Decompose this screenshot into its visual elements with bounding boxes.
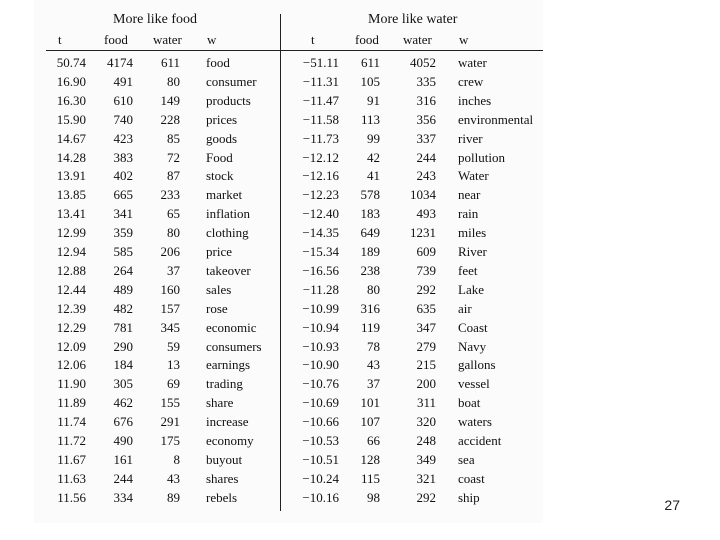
t-score-food: 12.99 <box>56 225 86 241</box>
food-count-left: 383 <box>113 149 133 165</box>
word-water-side: air <box>458 300 472 316</box>
water-count-left: 8 <box>173 451 180 467</box>
t-score-food: 13.41 <box>56 206 86 222</box>
table-row <box>0 318 720 337</box>
food-count-left: 402 <box>113 168 133 184</box>
word-water-side: vessel <box>458 376 490 392</box>
t-score-food: 12.39 <box>56 300 86 316</box>
water-count-right: 4052 <box>410 55 436 70</box>
water-count-right: 200 <box>416 376 436 392</box>
group-header-water: More like water <box>368 12 458 27</box>
food-count-right: 99 <box>367 130 380 146</box>
table-row <box>0 91 720 110</box>
table-row <box>0 469 720 488</box>
word-food-side: trading <box>206 376 243 392</box>
word-food-side: rose <box>206 300 228 316</box>
t-score-food: 12.88 <box>56 262 86 278</box>
water-count-right: 1034 <box>410 187 436 203</box>
t-score-water: −10.51 <box>302 451 339 467</box>
word-water-side: water <box>458 55 487 70</box>
table-row <box>0 280 720 299</box>
word-water-side: river <box>458 130 483 146</box>
word-food-side: food <box>206 55 230 70</box>
t-score-water: −12.12 <box>302 149 339 165</box>
water-count-right: 316 <box>416 92 436 108</box>
column-header-t-right: t <box>311 32 315 47</box>
t-score-food: 11.90 <box>57 376 86 392</box>
table-row <box>0 204 720 223</box>
word-water-side: sea <box>458 451 475 467</box>
food-count-left: 305 <box>113 376 133 392</box>
table-row <box>0 223 720 242</box>
table-row <box>0 299 720 318</box>
water-count-left: 291 <box>160 414 180 430</box>
t-score-water: −10.99 <box>302 300 339 316</box>
water-count-right: 292 <box>416 489 436 505</box>
food-count-right: 105 <box>360 73 380 89</box>
t-score-water: −10.94 <box>302 319 339 335</box>
t-score-water: −12.16 <box>302 168 339 184</box>
word-water-side: waters <box>458 414 492 430</box>
food-count-left: 423 <box>113 130 133 146</box>
water-count-left: 37 <box>167 262 180 278</box>
group-header-food: More like food <box>113 12 197 27</box>
water-count-right: 635 <box>416 300 436 316</box>
food-count-right: 78 <box>367 338 380 354</box>
food-count-left: 491 <box>113 73 133 89</box>
word-food-side: prices <box>206 111 238 127</box>
word-water-side: Lake <box>458 281 484 297</box>
table-row <box>0 393 720 412</box>
food-count-right: 649 <box>360 225 380 241</box>
t-score-food: 12.94 <box>56 244 86 259</box>
t-score-water: −10.66 <box>302 414 339 430</box>
food-count-right: 98 <box>367 489 380 505</box>
food-count-left: 740 <box>113 111 133 127</box>
t-score-water: −12.23 <box>302 187 339 203</box>
food-count-right: 115 <box>360 470 380 486</box>
water-count-left: 175 <box>160 433 180 448</box>
t-score-food: 14.28 <box>56 149 86 165</box>
t-score-food: 12.44 <box>56 281 86 297</box>
word-food-side: buyout <box>206 451 243 467</box>
t-score-water: −11.28 <box>302 281 339 297</box>
t-score-water: −51.11 <box>302 55 339 70</box>
food-count-left: 341 <box>113 206 133 222</box>
column-header-t-left: t <box>58 32 62 47</box>
water-count-right: 349 <box>416 451 436 467</box>
food-count-right: 91 <box>367 92 380 108</box>
water-count-right: 739 <box>416 262 436 278</box>
word-water-side: Water <box>458 168 489 184</box>
food-count-right: 37 <box>367 376 380 392</box>
food-count-right: 578 <box>360 187 380 203</box>
word-water-side: coast <box>458 470 485 486</box>
water-count-right: 243 <box>416 168 436 184</box>
column-header-food-right: food <box>355 32 379 47</box>
t-score-water: −10.76 <box>302 376 339 392</box>
word-food-side: consumer <box>206 73 257 89</box>
t-score-water: −12.40 <box>302 206 339 222</box>
word-food-side: clothing <box>206 225 249 241</box>
table-row <box>0 148 720 167</box>
t-score-water: −10.53 <box>302 433 339 448</box>
word-food-side: sales <box>206 281 232 297</box>
word-food-side: economy <box>206 433 254 448</box>
table-row <box>0 129 720 148</box>
food-count-right: 316 <box>360 300 380 316</box>
food-count-right: 128 <box>360 451 380 467</box>
water-count-right: 244 <box>416 149 436 165</box>
water-count-left: 160 <box>160 281 180 297</box>
t-score-food: 16.90 <box>56 73 86 89</box>
t-score-food: 12.09 <box>56 338 86 354</box>
food-count-left: 264 <box>113 262 133 278</box>
water-count-left: 206 <box>160 244 180 259</box>
water-count-left: 43 <box>167 470 180 486</box>
word-food-side: earnings <box>206 357 251 373</box>
t-score-food: 11.74 <box>57 414 86 430</box>
water-count-right: 292 <box>416 281 436 297</box>
t-score-food: 14.67 <box>56 130 86 146</box>
column-header-w-left: w <box>207 32 217 47</box>
food-count-right: 41 <box>367 168 380 184</box>
column-header-water-right: water <box>403 32 432 47</box>
food-count-left: 490 <box>113 433 133 448</box>
t-score-water: −10.69 <box>302 395 339 411</box>
water-count-left: 157 <box>160 300 180 316</box>
food-count-right: 80 <box>367 281 380 297</box>
word-food-side: market <box>206 187 243 203</box>
word-water-side: River <box>458 244 487 259</box>
table-row <box>0 431 720 450</box>
food-count-right: 189 <box>360 244 380 259</box>
table-row <box>0 355 720 374</box>
water-count-left: 65 <box>167 206 180 222</box>
water-count-right: 609 <box>416 244 436 259</box>
food-count-right: 238 <box>360 262 380 278</box>
water-count-right: 321 <box>416 470 436 486</box>
food-count-left: 290 <box>113 338 133 354</box>
water-count-right: 1231 <box>410 225 436 241</box>
t-score-food: 11.89 <box>57 395 86 411</box>
table-row <box>0 53 720 72</box>
water-count-left: 345 <box>160 319 180 335</box>
column-header-w-right: w <box>459 32 469 47</box>
food-count-left: 781 <box>113 319 133 335</box>
word-food-side: products <box>206 92 251 108</box>
t-score-water: −15.34 <box>302 244 339 259</box>
word-food-side: rebels <box>206 489 238 505</box>
t-score-water: −11.73 <box>302 130 339 146</box>
water-count-left: 89 <box>167 489 180 505</box>
t-score-food: 13.85 <box>56 187 86 203</box>
food-count-left: 676 <box>113 414 133 430</box>
word-water-side: feet <box>458 262 478 278</box>
word-water-side: ship <box>458 489 480 505</box>
food-count-right: 42 <box>367 149 380 165</box>
t-score-water: −10.90 <box>302 357 339 373</box>
food-count-left: 462 <box>113 395 133 411</box>
t-score-food: 11.72 <box>57 433 86 448</box>
word-food-side: takeover <box>206 262 251 278</box>
t-score-food: 11.56 <box>57 489 86 505</box>
table-row <box>0 488 720 507</box>
table-row <box>0 261 720 280</box>
water-count-right: 279 <box>416 338 436 354</box>
food-count-left: 334 <box>113 489 133 505</box>
food-count-left: 482 <box>113 300 133 316</box>
word-water-side: gallons <box>458 357 496 373</box>
food-count-right: 43 <box>367 357 380 373</box>
water-count-left: 149 <box>160 92 180 108</box>
food-count-left: 161 <box>113 451 133 467</box>
word-water-side: near <box>458 187 481 203</box>
water-count-left: 59 <box>167 338 180 354</box>
water-count-right: 493 <box>416 206 436 222</box>
word-food-side: price <box>206 244 232 259</box>
word-water-side: boat <box>458 395 481 411</box>
water-count-left: 228 <box>160 111 180 127</box>
food-count-right: 101 <box>360 395 380 411</box>
water-count-left: 80 <box>167 225 180 241</box>
food-count-left: 184 <box>113 357 133 373</box>
word-water-side: crew <box>458 73 484 89</box>
t-score-food: 16.30 <box>56 92 86 108</box>
water-count-right: 320 <box>416 414 436 430</box>
food-count-right: 183 <box>360 206 380 222</box>
food-count-left: 359 <box>113 225 133 241</box>
table-row <box>0 450 720 469</box>
word-water-side: inches <box>458 92 492 108</box>
word-water-side: environmental <box>458 111 534 127</box>
t-score-water: −11.58 <box>302 111 339 127</box>
word-water-side: Navy <box>458 338 487 354</box>
food-count-left: 489 <box>113 281 133 297</box>
food-count-right: 113 <box>360 111 380 127</box>
t-score-water: −16.56 <box>302 262 339 278</box>
table-row <box>0 242 720 261</box>
water-count-right: 347 <box>416 319 436 335</box>
t-score-water: −10.16 <box>302 489 339 505</box>
food-count-right: 611 <box>360 55 380 70</box>
water-count-left: 233 <box>160 187 180 203</box>
food-count-left: 4174 <box>107 55 133 70</box>
water-count-right: 215 <box>416 357 436 373</box>
table-row <box>0 337 720 356</box>
t-score-food: 12.06 <box>56 357 86 373</box>
water-count-right: 337 <box>416 130 436 146</box>
water-count-right: 356 <box>416 111 436 127</box>
food-count-left: 610 <box>113 92 133 108</box>
word-water-side: rain <box>458 206 479 222</box>
water-count-left: 155 <box>160 395 180 411</box>
page-number: 27 <box>664 497 680 513</box>
word-food-side: consumers <box>206 338 262 354</box>
column-header-food-left: food <box>104 32 128 47</box>
table-row <box>0 72 720 91</box>
t-score-food: 15.90 <box>56 111 86 127</box>
t-score-food: 11.67 <box>57 451 86 467</box>
water-count-left: 13 <box>167 357 180 373</box>
food-count-left: 244 <box>113 470 133 486</box>
table-row <box>0 374 720 393</box>
t-score-food: 13.91 <box>56 168 86 184</box>
t-score-water: −14.35 <box>302 225 339 241</box>
water-count-right: 335 <box>416 73 436 89</box>
water-count-left: 72 <box>167 149 180 165</box>
food-count-right: 66 <box>367 433 380 448</box>
water-count-right: 248 <box>416 433 436 448</box>
t-score-food: 11.63 <box>57 470 86 486</box>
word-food-side: share <box>206 395 234 411</box>
t-score-water: −11.31 <box>302 73 339 89</box>
water-count-left: 69 <box>167 376 180 392</box>
word-food-side: Food <box>206 149 233 165</box>
water-count-left: 80 <box>167 73 180 89</box>
word-food-side: inflation <box>206 206 251 222</box>
word-water-side: Coast <box>458 319 488 335</box>
food-count-left: 585 <box>113 244 133 259</box>
word-food-side: increase <box>206 414 249 430</box>
word-food-side: economic <box>206 319 257 335</box>
table-row <box>0 412 720 431</box>
water-count-left: 87 <box>167 168 180 184</box>
t-score-water: −10.93 <box>302 338 339 354</box>
column-header-water-left: water <box>153 32 182 47</box>
water-count-left: 611 <box>160 55 180 70</box>
word-food-side: shares <box>206 470 239 486</box>
food-count-left: 665 <box>113 187 133 203</box>
t-score-food: 12.29 <box>56 319 86 335</box>
table-row <box>0 110 720 129</box>
table-row <box>0 185 720 204</box>
food-count-right: 119 <box>360 319 380 335</box>
water-count-left: 85 <box>167 130 180 146</box>
table-row <box>0 166 720 185</box>
word-water-side: miles <box>458 225 487 241</box>
word-food-side: goods <box>206 130 238 146</box>
water-count-right: 311 <box>416 395 436 411</box>
word-water-side: accident <box>458 433 502 448</box>
food-count-right: 107 <box>360 414 380 430</box>
word-water-side: pollution <box>458 149 505 165</box>
t-score-food: 50.74 <box>56 55 86 70</box>
t-score-water: −10.24 <box>302 470 339 486</box>
word-food-side: stock <box>206 168 234 184</box>
t-score-water: −11.47 <box>302 92 339 108</box>
